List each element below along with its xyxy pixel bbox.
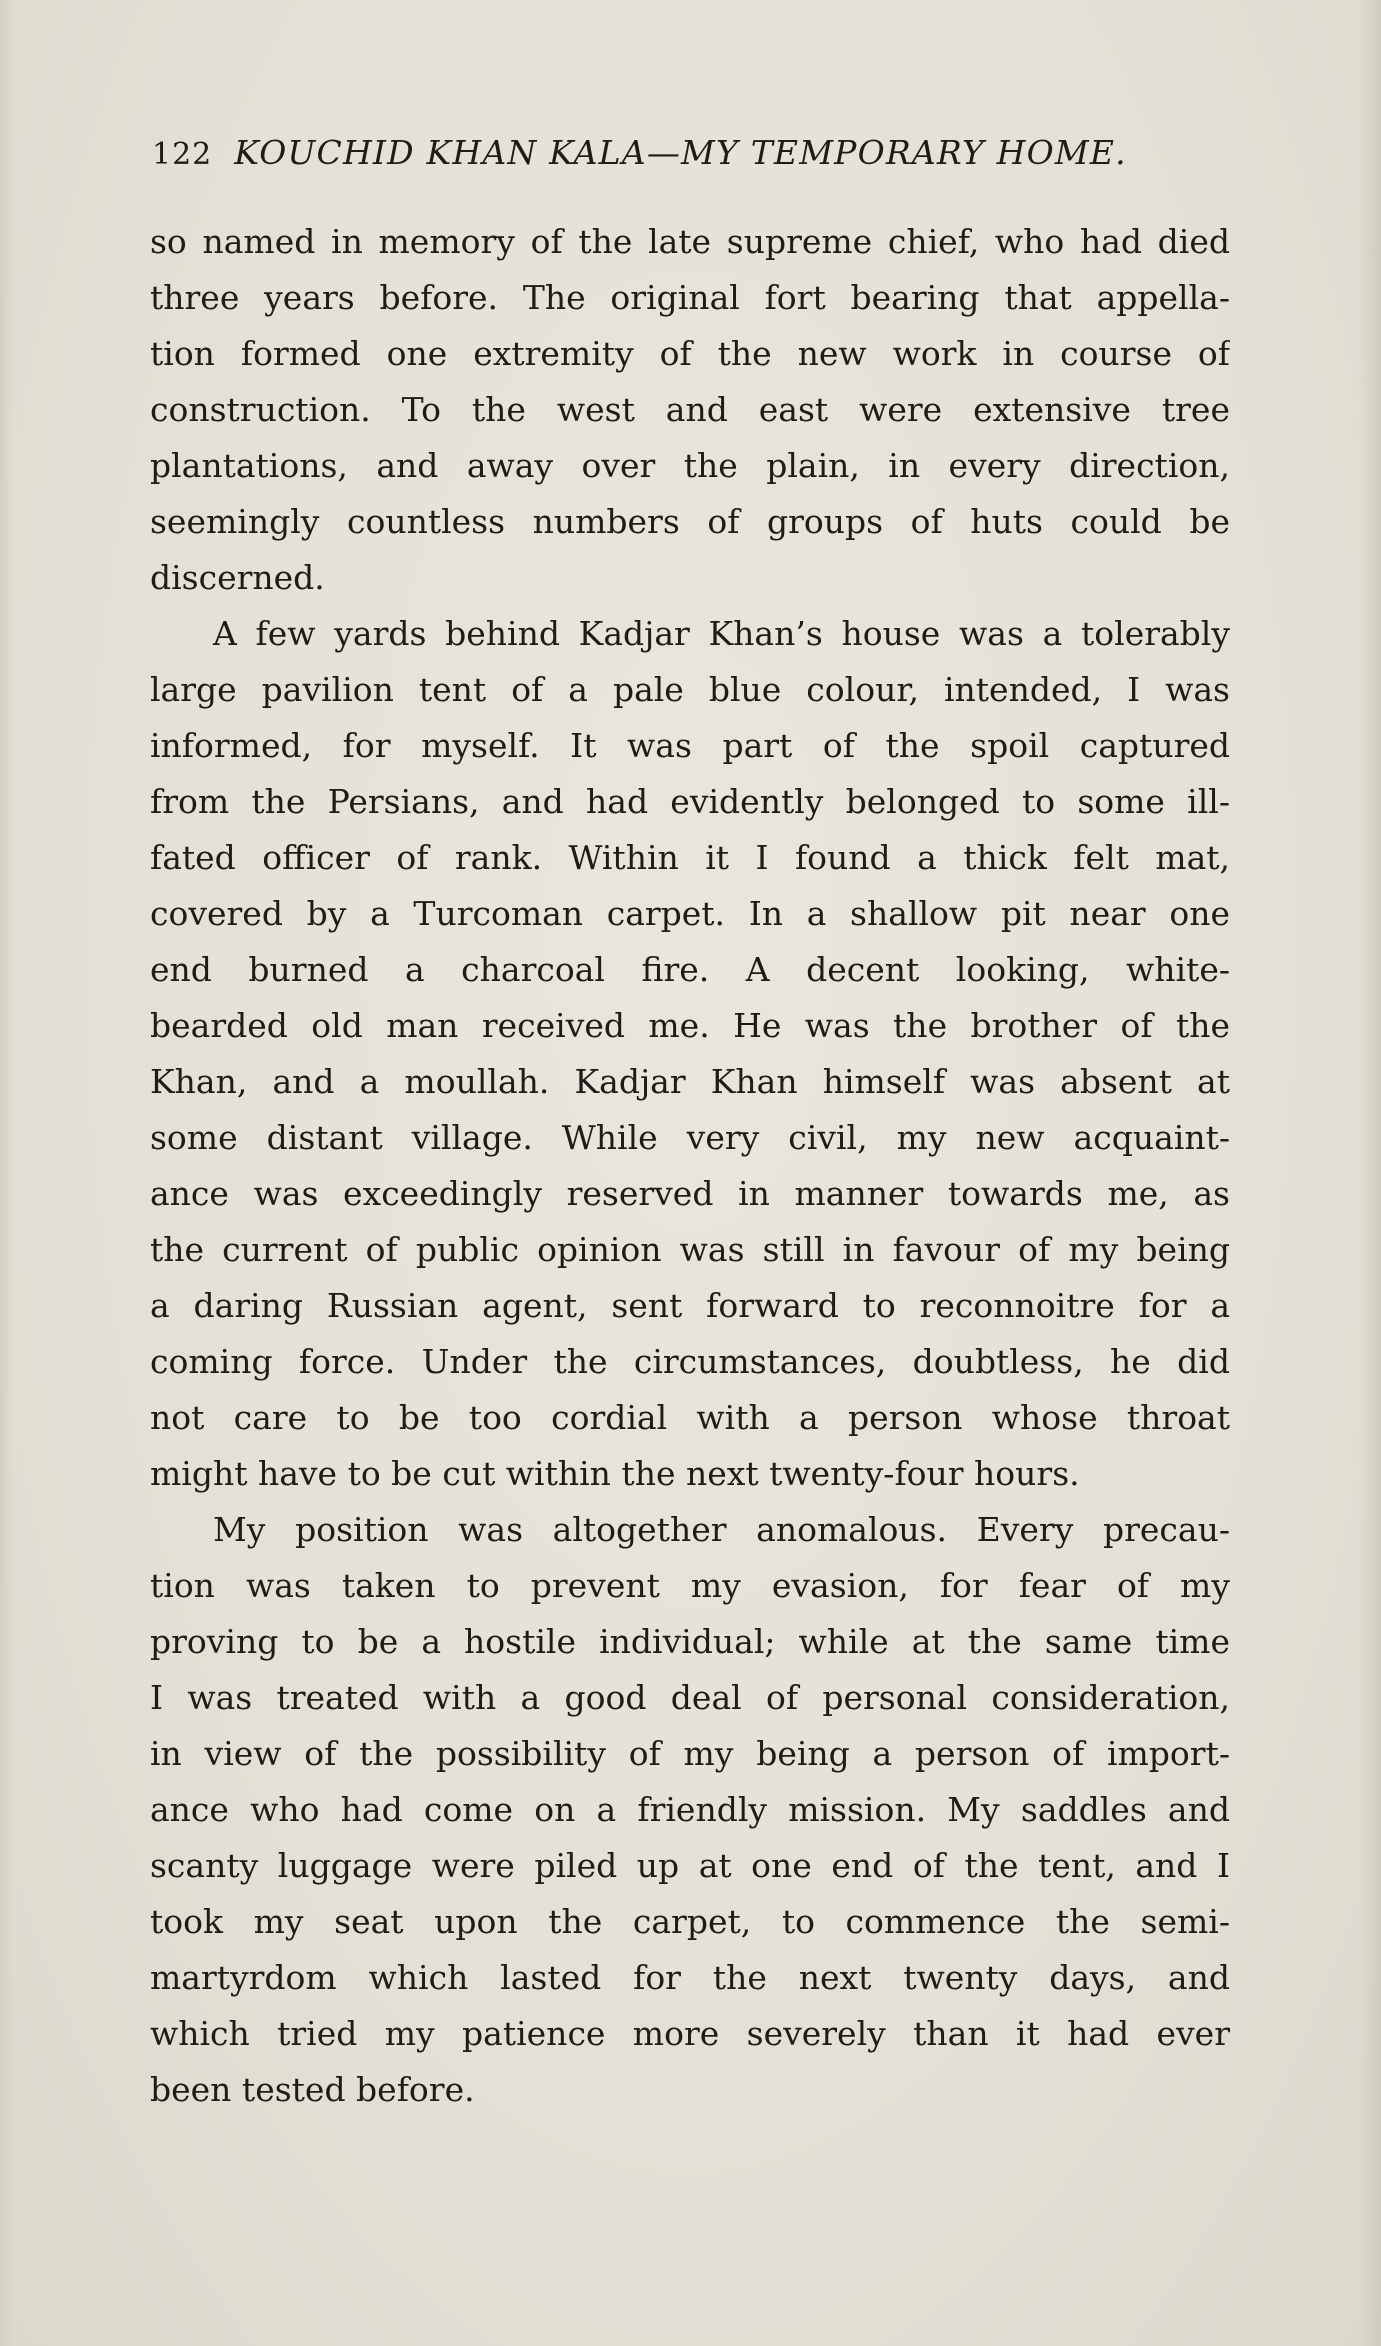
text-line: from the Persians, and had evidently belonged to some ill- <box>150 782 1230 821</box>
text-line: ance was exceedingly reserved in manner towards me, as <box>150 1174 1230 1213</box>
text-line: some distant village. While very civil, my new acquaint- <box>150 1118 1230 1157</box>
text-line: Khan, and a moullah. Kadjar Khan himself was absent at <box>150 1062 1230 1101</box>
text-line: proving to be a hostile individual; while at the same time <box>150 1622 1230 1661</box>
text-line: martyrdom which lasted for the next twenty days, and <box>150 1958 1230 1997</box>
text-line: construction. To the west and east were extensive tree <box>150 390 1230 429</box>
text-line: covered by a Turcoman carpet. In a shallow pit near one <box>150 894 1230 933</box>
text-line: discerned. <box>150 558 325 597</box>
text-line: might have to be cut within the next twenty-four hours. <box>150 1454 1080 1493</box>
text-line: bearded old man received me. He was the brother of the <box>150 1006 1230 1045</box>
text-line: the current of public opinion was still in favour of my being <box>150 1230 1230 1269</box>
text-line: end burned a charcoal fire. A decent looking, white- <box>150 950 1230 989</box>
text-line: plantations, and away over the plain, in every direction, <box>150 446 1230 485</box>
text-line: been tested before. <box>150 2070 475 2109</box>
page-edge-shadow-right <box>1359 0 1381 2346</box>
running-header <box>152 133 1232 181</box>
text-line: fated officer of rank. Within it I found a thick felt mat, <box>150 838 1230 877</box>
text-line: I was treated with a good deal of personal consideration, <box>150 1678 1230 1717</box>
text-line: so named in memory of the late supreme chief, who had died <box>150 222 1230 261</box>
text-line: coming force. Under the circumstances, doubtless, he did <box>150 1342 1230 1381</box>
text-line: ance who had come on a friendly mission. My saddles and <box>150 1790 1230 1829</box>
body-text <box>150 214 1230 2118</box>
text-line: which tried my patience more severely than it had ever <box>150 2014 1230 2053</box>
text-line: scanty luggage were piled up at one end of the tent, and I <box>150 1846 1230 1885</box>
text-line: in view of the possibility of my being a person of import- <box>150 1734 1230 1773</box>
text-line: not care to be too cordial with a person whose throat <box>150 1398 1230 1437</box>
text-line: tion formed one extremity of the new work in course of <box>150 334 1230 373</box>
text-line: tion was taken to prevent my evasion, for fear of my <box>150 1566 1230 1605</box>
text-line: My position was altogether anomalous. Every precau- <box>213 1510 1230 1549</box>
text-line: three years before. The original fort bearing that appella- <box>150 278 1230 317</box>
text-line: a daring Russian agent, sent forward to reconnoitre for a <box>150 1286 1230 1325</box>
text-line: A few yards behind Kadjar Khan’s house was a tolerably <box>213 614 1230 653</box>
text-line: informed, for myself. It was part of the spoil captured <box>150 726 1230 765</box>
text-line: took my seat upon the carpet, to commence the semi- <box>150 1902 1230 1941</box>
page-number: 122 <box>152 137 213 172</box>
page-edge-shadow-left <box>0 0 14 2346</box>
text-line: seemingly countless numbers of groups of huts could be <box>150 502 1230 541</box>
running-title: KOUCHID KHAN KALA—MY TEMPORARY HOME. <box>234 133 1127 172</box>
text-line: large pavilion tent of a pale blue colour, intended, I was <box>150 670 1230 709</box>
